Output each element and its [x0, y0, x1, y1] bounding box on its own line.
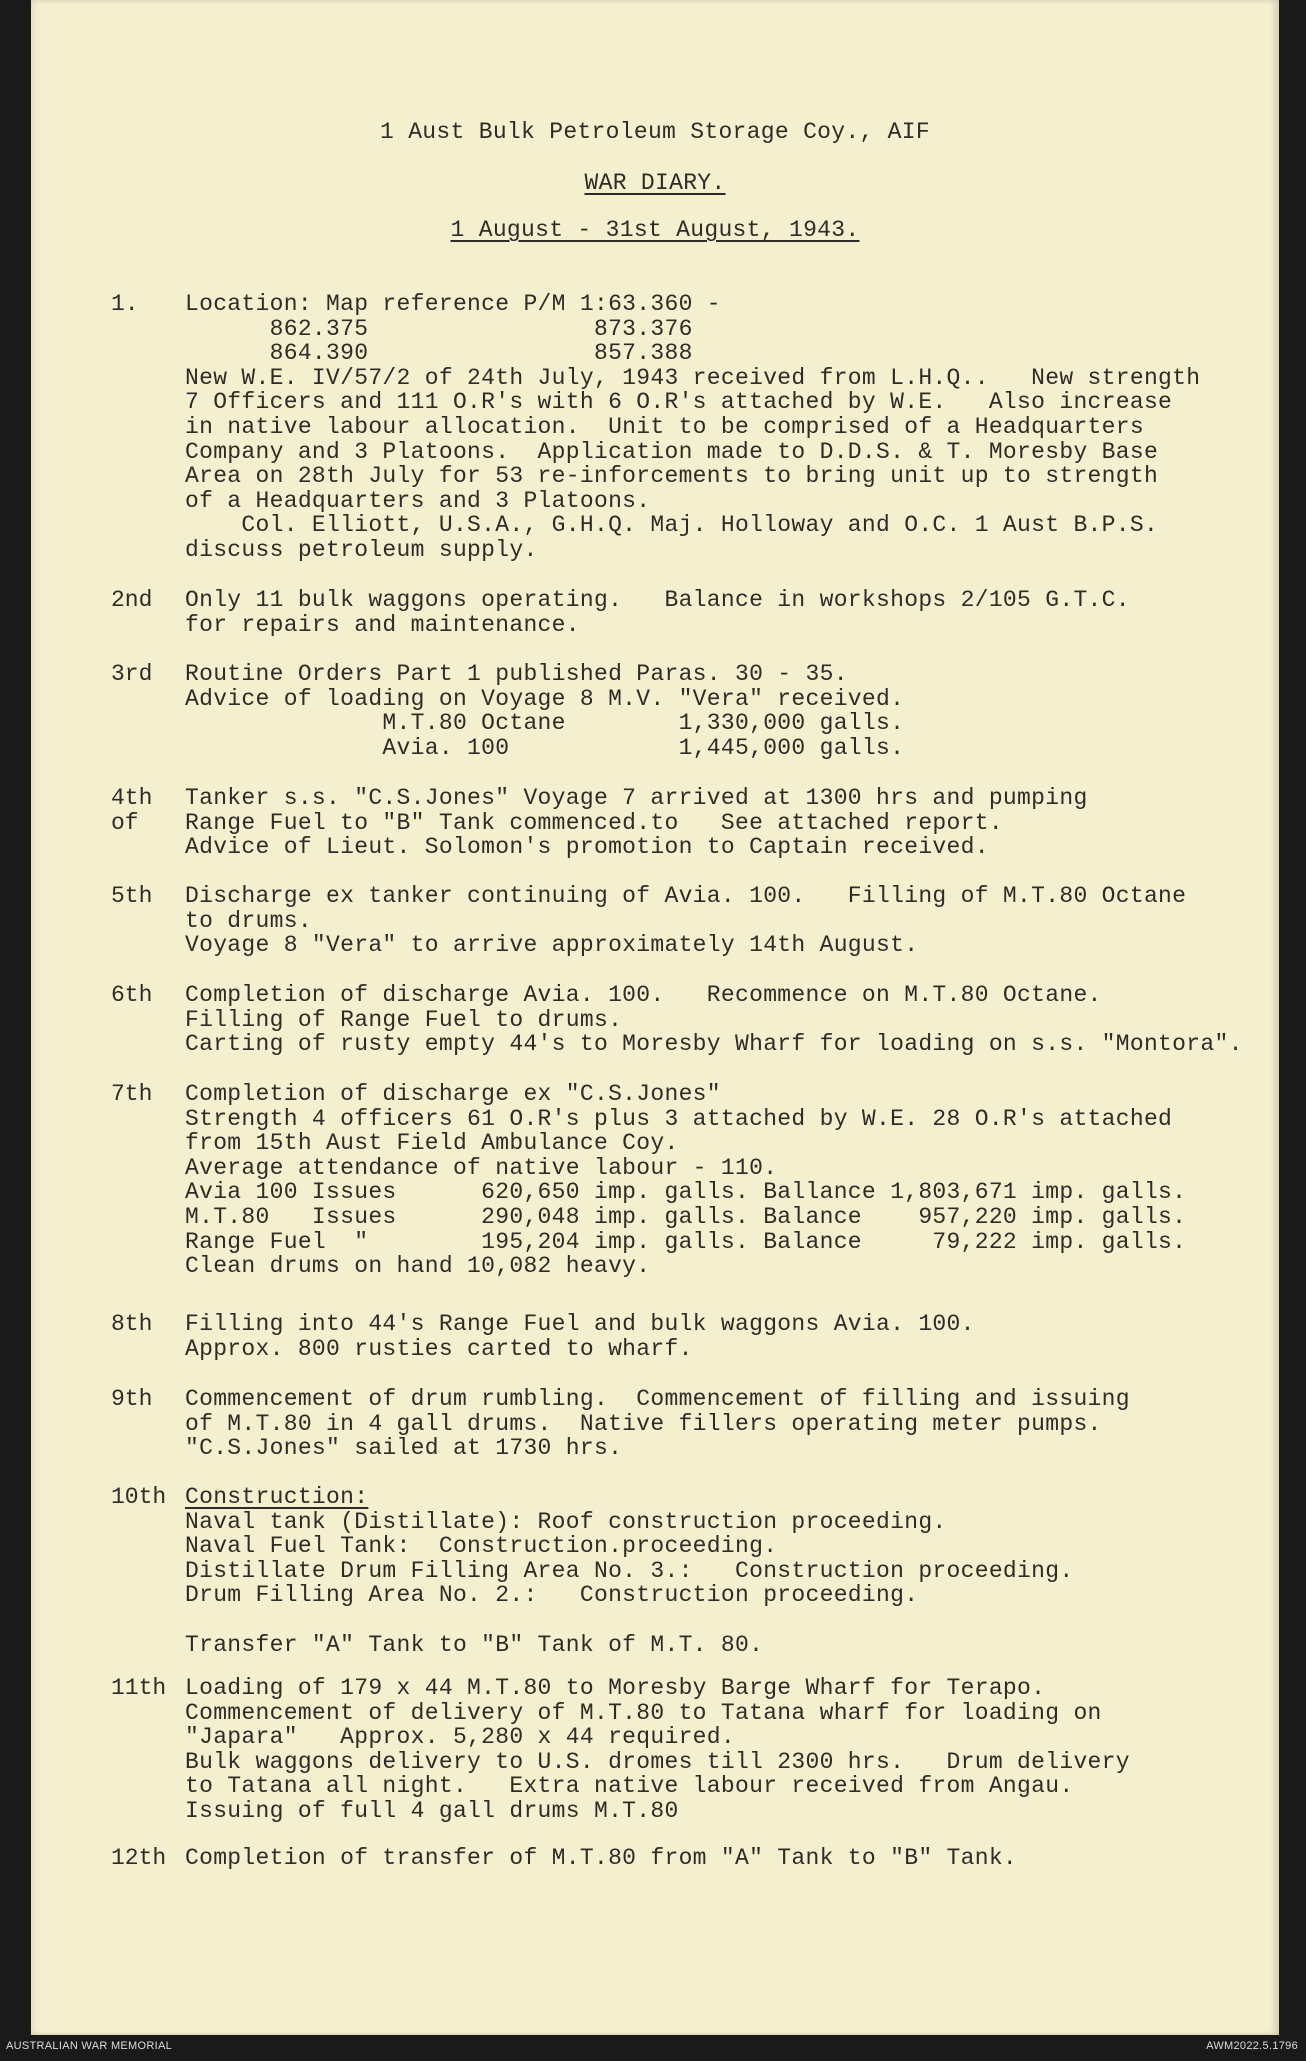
diary-period-text: 1 August - 31st August, 1943.: [450, 217, 860, 243]
entry-line: Naval tank (Distillate): Roof construction proceeding.: [185, 1509, 947, 1535]
entry-line: Bulk waggons delivery to U.S. dromes till 2300 hrs. Drum delivery: [185, 1749, 1130, 1775]
entry-date-label: 3rd: [111, 661, 153, 687]
entry-line: Naval Fuel Tank: Construction.proceeding.: [185, 1533, 778, 1559]
entry-line: of M.T.80 in 4 gall drums. Native fillers operating meter pumps.: [185, 1411, 1102, 1437]
entry-line: Distillate Drum Filling Area No. 3.: Construction proceeding.: [185, 1558, 1074, 1584]
document-title: [31, 171, 1279, 195]
entry-line: Average attendance of native labour - 110.: [185, 1155, 778, 1181]
entry-line: Company and 3 Platoons. Application made to D.D.S. & T. Moresby Base: [185, 439, 1159, 465]
entry-line: 864.390 857.388: [185, 340, 693, 366]
entry-line: Transfer "A" Tank to "B" Tank of M.T. 80.: [185, 1632, 764, 1658]
entry-line: from 15th Aust Field Ambulance Coy.: [185, 1130, 679, 1156]
entry-line: M.T.80 Issues 290,048 imp. galls. Balance 957,220 imp. galls.: [185, 1204, 1187, 1230]
entry-line: in native labour allocation. Unit to be comprised of a Headquarters: [185, 414, 1144, 440]
diary-period: [31, 218, 1279, 242]
entry-line: Commencement of delivery of M.T.80 to Tatana wharf for loading on: [185, 1700, 1102, 1726]
entry-date-label: 5th: [111, 883, 153, 909]
entry-line: New W.E. IV/57/2 of 24th July, 1943 received from L.H.Q.. New strength: [185, 365, 1201, 391]
entry-date-label: 12th: [111, 1845, 167, 1871]
entry-date-label: 7th: [111, 1081, 153, 1107]
entry-date-label: 4th of: [111, 785, 153, 836]
entry-line: Avia. 100 1,445,000 galls.: [185, 735, 905, 761]
archive-reference: AWM2022.5.1796: [1206, 2040, 1298, 2052]
entry-line: to Tatana all night. Extra native labour received from Angau.: [185, 1773, 1074, 1799]
entry-line: Filling of Range Fuel to drums.: [185, 1007, 623, 1033]
archive-credit: AUSTRALIAN WAR MEMORIAL: [6, 2040, 173, 2052]
document-page: [31, 0, 1279, 2035]
entry-line: Range Fuel to "B" Tank commenced.to See attached report.: [185, 810, 1003, 836]
entry-line: Advice of Lieut. Solomon's promotion to Captain received.: [185, 834, 989, 860]
entry-line: "C.S.Jones" sailed at 1730 hrs.: [185, 1435, 623, 1461]
entry-line: of a Headquarters and 3 Platoons.: [185, 488, 651, 514]
entry-line: Issuing of full 4 gall drums M.T.80: [185, 1798, 679, 1824]
entry-date-label: 2nd: [111, 587, 153, 613]
entry-line: Loading of 179 x 44 M.T.80 to Moresby Barge Wharf for Terapo.: [185, 1675, 1046, 1701]
entry-line: Routine Orders Part 1 published Paras. 30 - 35.: [185, 661, 848, 687]
entry-line: "Japara" Approx. 5,280 x 44 required.: [185, 1724, 735, 1750]
entry-line: M.T.80 Octane 1,330,000 galls.: [185, 710, 905, 736]
entry-line: Approx. 800 rusties carted to wharf.: [185, 1336, 693, 1362]
entry-line: Location: Map reference P/M 1:63.360 -: [185, 291, 721, 317]
entry-line: Only 11 bulk waggons operating. Balance in workshops 2/105 G.T.C.: [185, 587, 1130, 613]
entry-line: Avia 100 Issues 620,650 imp. galls. Ballance 1,803,671 imp. galls.: [185, 1179, 1187, 1205]
entry-date-label: 8th: [111, 1311, 153, 1337]
entry-line: Completion of transfer of M.T.80 from "A" Tank to "B" Tank.: [185, 1845, 1018, 1871]
entry-line: Advice of loading on Voyage 8 M.V. "Vera" received.: [185, 686, 905, 712]
entry-line: Completion of discharge ex "C.S.Jones": [185, 1081, 721, 1107]
entry-line: to drums.: [185, 908, 312, 934]
entry-line: Drum Filling Area No. 2.: Construction proceeding.: [185, 1582, 919, 1608]
entry-line: Area on 28th July for 53 re-inforcements to bring unit up to strength: [185, 463, 1159, 489]
entry-line: Completion of discharge Avia. 100. Recommence on M.T.80 Octane.: [185, 982, 1102, 1008]
entry-line: Strength 4 officers 61 O.R's plus 3 attached by W.E. 28 O.R's attached: [185, 1106, 1173, 1132]
entry-line: 862.375 873.376: [185, 316, 693, 342]
entry-line: Carting of rusty empty 44's to Moresby Wharf for loading on s.s. "Montora".: [185, 1031, 1243, 1057]
entry-line: Tanker s.s. "C.S.Jones" Voyage 7 arrived at 1300 hrs and pumping: [185, 785, 1088, 811]
document-title-text: WAR DIARY.: [584, 170, 726, 196]
entry-date-label: 11th: [111, 1675, 167, 1701]
unit-heading: 1 Aust Bulk Petroleum Storage Coy., AIF: [380, 119, 930, 145]
entry-line: Discharge ex tanker continuing of Avia. 100. Filling of M.T.80 Octane: [185, 883, 1187, 909]
entry-heading: Construction:: [185, 1484, 369, 1510]
entry-line: Filling into 44's Range Fuel and bulk waggons Avia. 100.: [185, 1311, 975, 1337]
entry-line: 7 Officers and 111 O.R's with 6 O.R's attached by W.E. Also increase: [185, 389, 1173, 415]
entry-line: discuss petroleum supply.: [185, 537, 538, 563]
entry-date-label: 6th: [111, 982, 153, 1008]
entry-line: Col. Elliott, U.S.A., G.H.Q. Maj. Holloway and O.C. 1 Aust B.P.S.: [185, 512, 1159, 538]
entry-line: Clean drums on hand 10,082 heavy.: [185, 1253, 651, 1279]
entry-date-label: 10th: [111, 1484, 167, 1510]
entry-date-label: 9th: [111, 1386, 153, 1412]
entry-line: for repairs and maintenance.: [185, 612, 580, 638]
entry-line: Range Fuel " 195,204 imp. galls. Balance 79,222 imp. galls.: [185, 1229, 1187, 1255]
entry-line: Voyage 8 "Vera" to arrive approximately 14th August.: [185, 932, 919, 958]
entry-date-label: 1.: [111, 291, 139, 317]
entry-line: Commencement of drum rumbling. Commencement of filling and issuing: [185, 1386, 1130, 1412]
